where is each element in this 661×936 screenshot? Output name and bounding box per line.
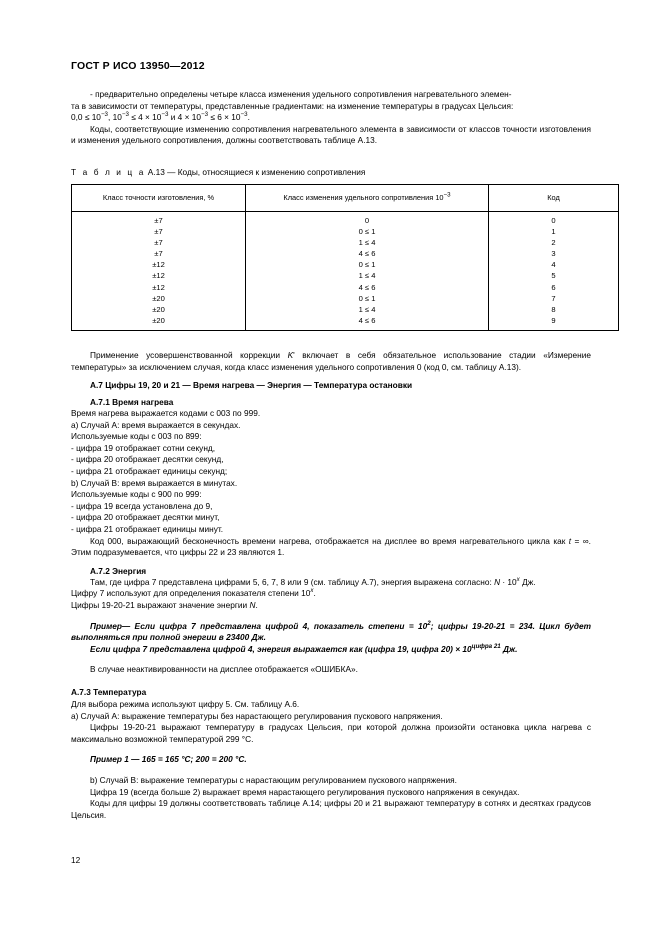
cell-value: ±7	[154, 227, 163, 237]
cell-value: 5	[551, 271, 556, 281]
a71-line-4: - цифра 20 отображает десятки секунд,	[71, 454, 224, 465]
cell-value: 3	[551, 249, 556, 259]
cell-value: 1	[551, 227, 556, 237]
a72-example-1	[71, 621, 591, 644]
spacer	[71, 745, 591, 754]
table-row	[72, 211, 619, 330]
intro-paragraph-2: Коды, соответствующие изменению сопротивления нагревательного элемента в зависимости от классов точности изготовления и изменения удельного сопротивления, должны соответствовать таблице А.13.	[71, 123, 591, 146]
a72-paragraph-1	[71, 577, 591, 589]
table-header-resistivity-class	[246, 184, 489, 211]
post-table-paragraph	[71, 350, 591, 373]
codes-table	[71, 184, 619, 331]
cell-value: 0	[551, 215, 556, 225]
k-prime-mark: '	[293, 349, 295, 360]
formula-part-4: и 4 × 10	[168, 112, 201, 123]
a73-paragraph-6: Коды для цифры 19 должны соответствовать таблице А.14; цифры 20 и 21 выражают температуру в сотнях и десятках градусов Цельсия.	[71, 798, 591, 820]
variable-n-2: N	[249, 600, 256, 610]
cell-value: 8	[551, 304, 556, 314]
section-heading-a71: А.7.1 Время нагрева	[90, 397, 174, 408]
table-caption-label: Т а б л и ц а	[71, 166, 146, 177]
page-content	[71, 60, 591, 821]
a73-paragraph-2: a) Случай А: выражение температуры без нарастающего регулирования пускового напряжения.	[71, 710, 443, 721]
table-header-code: Код	[489, 184, 619, 211]
a71-line-3: - цифра 19 отображает сотни секунд,	[71, 442, 216, 453]
a72-paragraph-4: В случае неактивированности на дисплее отображается «ОШИБКА».	[90, 664, 358, 675]
post-table-text-a: Применение усовершенствованной коррекции	[90, 349, 288, 360]
spacer	[71, 655, 591, 664]
table-cell-code-column	[489, 211, 619, 330]
section-heading-a73: А.7.3 Температура	[71, 686, 147, 697]
cell-value: ±12	[152, 260, 165, 270]
exponent-4: −3	[200, 111, 209, 119]
section-heading-a72: А.7.2 Энергия	[90, 565, 147, 576]
a72-p3-text-a: Цифры 19-20-21 выражают значение энергии	[71, 600, 250, 610]
cell-value: 0 ≤ 1	[358, 260, 376, 270]
intro-paragraph-1-line1	[71, 89, 591, 101]
formula-part-1: 0,0 ≤ 10	[71, 112, 101, 123]
formula-part-5: ≤ 6 × 10	[208, 112, 241, 123]
cell-value: 2	[551, 238, 556, 248]
a72-example2-exponent: цифра 21	[471, 643, 501, 651]
a71-line-2: Используемые коды с 003 по 899:	[71, 431, 202, 442]
table-cell-resistivity-column	[246, 211, 489, 330]
cell-value: 6	[551, 282, 556, 292]
a72-p1-text-a: Там, где цифра 7 представлена цифрами 5, 6, 7, 8 или 9 (см. таблицу А.7), энергия выражена согласно:	[90, 576, 495, 587]
variable-n-1: N	[494, 576, 501, 587]
cell-value: 1 ≤ 4	[358, 271, 376, 281]
cell-value: 0 ≤ 1	[358, 227, 376, 237]
a71-line-7: Используемые коды с 900 по 999:	[71, 489, 202, 500]
exponent-5: −3	[240, 111, 248, 119]
a73-paragraph-3: Цифры 19-20-21 выражают температуру в градусах Цельсия, при которой должна произойти остановка цикла нагрева с максимально возможной температурой 299 °С.	[71, 722, 591, 744]
exponent-x-1: x	[516, 576, 520, 584]
a71-line-9: - цифра 20 отображает десятки минут,	[71, 512, 220, 523]
cell-value: 4 ≤ 6	[358, 315, 376, 325]
intro-paragraph-1-line2: та в зависимости от температуры, представленные градиентами: на изменение температуры в градусах Цельсия:	[71, 100, 514, 111]
a72-p2-text-a: Цифру 7 используют для определения показателя степени 10	[71, 588, 311, 599]
cell-value: 4 ≤ 6	[358, 282, 376, 292]
cell-value: ±7	[154, 238, 163, 248]
a71-line-10: - цифра 21 отображает единицы минут.	[71, 524, 224, 535]
a72-example2-text-a: Если цифра 7 представлена цифрой 4, энергия выражается как (цифра 19, цифра 20) × 10	[90, 643, 472, 654]
exponent-2: −3	[121, 111, 129, 119]
a71-final-paragraph	[71, 536, 591, 559]
a72-example-2	[71, 644, 591, 656]
cell-value: 0 ≤ 1	[358, 293, 376, 303]
a72-example2-text-b: Дж.	[500, 643, 518, 654]
a71-final-text-b: = ∞. Этим подразумевается, что цифры 22 и 23 являются 1.	[71, 535, 591, 558]
a71-line-5: - цифра 21 отображает единицы секунд;	[71, 466, 228, 477]
intro-paragraph-1-line3	[71, 112, 591, 124]
formula-part-2: , 10	[108, 112, 122, 123]
cell-value: ±20	[152, 304, 165, 314]
spacer	[71, 766, 591, 775]
cell-value: ±20	[152, 293, 165, 303]
formula-part-6: .	[247, 112, 250, 123]
a73-example-1: Пример 1 — 165 = 165 °C; 200 = 200 °C.	[90, 754, 247, 765]
a72-example1-text-a: Пример— Если цифра 7 представлена цифрой 4, показатель степени = 10	[90, 620, 428, 631]
cell-value: ±7	[154, 215, 163, 225]
a72-paragraph-2	[71, 588, 591, 600]
table-header-resistivity-text: Класс изменения удельного сопротивления 10	[283, 193, 444, 203]
cell-value: 4 ≤ 6	[358, 249, 376, 259]
table-caption-number: А.13	[147, 166, 165, 177]
cell-value: 7	[551, 293, 556, 303]
post-table-text-b: включает в себя обязательное использование стадии «Измерение температуры» за исключением случая, когда класс изменения удельного сопротивления 0 (код 0, см. таблицу А.13).	[71, 349, 591, 372]
variable-t: t	[568, 535, 572, 546]
table-header-resistivity-exponent: −3	[443, 192, 451, 199]
table-caption-title: — Коды, относящиеся к изменению сопротивления	[167, 166, 366, 177]
table-cell-accuracy-column	[72, 211, 246, 330]
a72-p1-text-c: Дж.	[519, 576, 536, 587]
cell-value: 1 ≤ 4	[358, 304, 376, 314]
cell-value: 1 ≤ 4	[358, 238, 376, 248]
a71-line-8: - цифра 19 всегда установлена до 9,	[71, 500, 213, 511]
a71-final-text-a: Код 000, выражающий бесконечность времени нагрева, отображается на дисплее во время нагревательного цикла как	[90, 535, 569, 546]
formula-part-3: ≤ 4 × 10	[128, 112, 162, 123]
a72-example1-exponent: 2	[427, 619, 431, 627]
a73-paragraph-1: Для выбора режима используют цифру 5. См. таблицу А.6.	[71, 698, 300, 709]
section-heading-a7: А.7 Цифры 19, 20 и 21 — Время нагрева — Энергия — Температура остановки	[90, 380, 413, 391]
a73-paragraph-5: Цифра 19 (всегда больше 2) выражает время нарастающего регулирования пускового напряжения в секундах.	[90, 786, 520, 797]
cell-value: 4	[551, 260, 556, 270]
exponent-3: −3	[161, 111, 169, 119]
a71-line-1: a) Случай А: время выражается в секундах.	[71, 419, 241, 430]
a72-p1-text-b: · 10	[500, 576, 517, 587]
spacer	[71, 612, 591, 621]
page-number: 12	[71, 855, 81, 865]
cell-value: ±20	[152, 315, 165, 325]
intro-text-a: - предварительно определены четыре класса изменения удельного сопротивления нагревательного элемен-	[90, 89, 512, 99]
cell-value: ±12	[152, 271, 165, 281]
a71-line-6: b) Случай В: время выражается в минутах.	[71, 477, 238, 488]
cell-value: 9	[551, 315, 556, 325]
exponent-x-2: x	[310, 587, 314, 595]
cell-value: 0	[364, 215, 370, 225]
variable-k: K	[287, 349, 294, 360]
a72-p3-text-b: .	[255, 600, 258, 610]
table-caption	[71, 167, 591, 177]
a72-p2-text-b: .	[313, 588, 316, 599]
table-header-accuracy-class: Класс точности изготовления, %	[72, 184, 246, 211]
a72-paragraph-3	[71, 600, 591, 612]
a73-paragraph-4: b) Случай В: выражение температуры с нарастающим регулированием пускового напряжения.	[90, 774, 457, 785]
cell-value: ±12	[152, 282, 165, 292]
a72-example1-text-b: ; цифры 19-20-21 = 234. Цикл будет выполняться при полной энергии в 23400 Дж.	[71, 620, 592, 643]
exponent-1: −3	[100, 111, 108, 119]
a71-line-0: Время нагрева выражается кодами с 003 по 999.	[71, 408, 261, 419]
document-standard-header: ГОСТ Р ИСО 13950—2012	[71, 60, 205, 72]
table-header-row	[72, 184, 619, 211]
cell-value: ±7	[154, 249, 163, 259]
